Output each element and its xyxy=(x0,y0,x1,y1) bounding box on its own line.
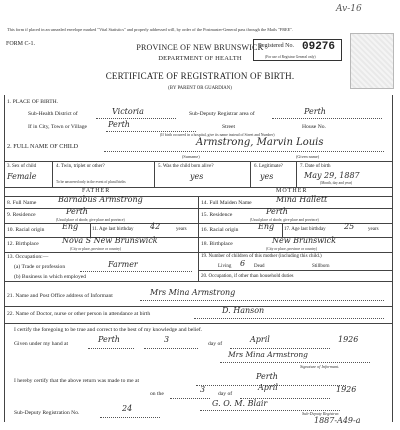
twin-label: 4. Twin, triplet or other? xyxy=(56,164,105,169)
given-month: April xyxy=(250,335,270,344)
dob-value: May 29, 1887 xyxy=(304,171,360,180)
registration-day: 3 xyxy=(200,385,206,394)
registered-sub: (For use of Registrar General only) xyxy=(265,55,316,59)
born-alive-value: yes xyxy=(190,172,204,181)
house-label: House No. xyxy=(302,124,326,130)
father-occupation-label: 13. Occupation:— xyxy=(7,254,49,260)
mother-racial-value: Eng xyxy=(258,222,275,231)
father-residence-value: Perth xyxy=(66,207,88,216)
given-under-label: Given under my hand at xyxy=(14,341,69,347)
mother-stillborn-label: Stillborn xyxy=(312,264,330,269)
mother-children-label: 19. Number of children of this mother (including this child.) xyxy=(201,254,322,259)
dob-note: (Month, day and year) xyxy=(320,181,353,185)
archive-annotation-bottom: 1887-A49-a xyxy=(314,416,361,425)
by-parent-note: (BY PARENT OR GUARDIAN) xyxy=(168,86,232,91)
district-label: Sub-Health District of xyxy=(28,111,78,117)
district-value: Victoria xyxy=(112,107,144,116)
mother-maiden-value: Mina Hallett xyxy=(276,195,328,204)
mother-age-label: 17. Age last birthday xyxy=(284,227,326,232)
registrar-certify-text: I hereby certify that the above return was made to me at xyxy=(14,378,140,384)
registration-year: 1926 xyxy=(336,385,357,394)
sub-deputy-registrar-label: Sub-Deputy Registrar. xyxy=(302,411,340,416)
mother-dead-label: Dead xyxy=(254,264,265,269)
street-label: Street xyxy=(222,124,236,130)
certificate-title: CERTIFICATE OF REGISTRATION OF BIRTH. xyxy=(105,71,295,81)
hospital-note: (If birth occurred in a hospital, give its name instead of Street and Number) xyxy=(160,133,275,137)
given-year: 1926 xyxy=(338,335,359,344)
doctor-label: 22. Name of Doctor, nurse or other person in attendance at birth xyxy=(7,311,151,317)
father-business-label: (b) Business in which employed xyxy=(14,274,87,280)
informant-signature: Mrs Mina Armstrong xyxy=(228,350,308,359)
father-residence-note: (Usual place of abode, give place and province) xyxy=(56,218,125,222)
province-title: PROVINCE OF NEW BRUNSWICK xyxy=(136,43,264,52)
registrar-area-value: Perth xyxy=(304,107,326,116)
given-day: 3 xyxy=(164,335,170,344)
father-name-value: Barnabus Armstrong xyxy=(58,195,143,204)
father-racial-value: Eng xyxy=(62,222,79,231)
sex-label: 3. Sex of child xyxy=(7,164,37,169)
father-birthplace-note: (City or place, province or country) xyxy=(70,247,122,251)
archive-annotation-top: Av-16 xyxy=(336,4,362,14)
town-label: If in City, Town or Village xyxy=(28,124,87,130)
registered-label: Registered No. xyxy=(258,43,294,49)
sub-deputy-registration-value: 24 xyxy=(122,404,133,413)
form-number: FORM C-1. xyxy=(6,41,36,47)
surname-note: (Surname) xyxy=(182,154,200,159)
mother-racial-label: 16. Racial origin xyxy=(201,227,239,233)
father-years-label: years xyxy=(176,227,187,232)
mother-birthplace-label: 18. Birthplace xyxy=(201,241,233,247)
born-alive-label: 5. Was the child born alive? xyxy=(158,164,214,169)
mother-birthplace-value: New Brunswick xyxy=(272,236,336,245)
sex-value: Female xyxy=(7,172,37,181)
father-heading: FATHER xyxy=(82,188,111,194)
legitimate-value: yes xyxy=(260,172,274,181)
mother-living-label: Living xyxy=(218,264,232,269)
mailing-notice: This form if placed in an unsealed envelope marked "Vital Statistics" and properly addressed will, by order of the Postmaster-General pass through the Mails "FREE". xyxy=(7,27,294,32)
registrar-place: Perth xyxy=(256,372,278,381)
registration-day-of-label: day of xyxy=(218,391,233,397)
father-age-label: 11. Age last birthday xyxy=(92,227,134,232)
child-name-label: 2. FULL NAME OF CHILD xyxy=(7,143,79,150)
informant-value: Mrs Mina Armstrong xyxy=(150,288,236,297)
father-racial-label: 10. Racial origin xyxy=(7,227,45,233)
father-trade-value: Farmer xyxy=(108,260,138,269)
doctor-value: D. Hanson xyxy=(222,306,265,315)
father-residence-label: 9. Residence xyxy=(7,212,36,218)
legitimate-label: 6. Legitimate? xyxy=(254,164,283,169)
mother-age-value: 25 xyxy=(344,222,355,231)
given-place: Perth xyxy=(98,335,120,344)
child-name-value: Armstrong, Marvin Louis xyxy=(196,137,324,148)
registered-number: 09276 xyxy=(302,41,336,53)
mother-other-occupation-label: 20. Occupation, if other than household duties xyxy=(201,274,294,279)
mother-maiden-label: 14. Full Maiden Name xyxy=(201,200,252,206)
registration-month: April xyxy=(258,383,278,392)
informant-label: 21. Name and Post Office address of Informant xyxy=(7,293,113,299)
dob-label: 7. Date of birth xyxy=(300,164,331,169)
mother-birthplace-note: (City or place, province or country) xyxy=(266,247,318,251)
given-day-of-label: day of xyxy=(208,341,223,347)
department-title: DEPARTMENT OF HEALTH xyxy=(158,55,242,62)
twin-note: To be answered only in the event of plural births xyxy=(56,180,126,184)
given-name-note: (Given name) xyxy=(296,154,320,159)
father-birthplace-value: Nova S New Brunswick xyxy=(62,236,158,245)
mother-residence-label: 15. Residence xyxy=(201,212,233,218)
father-age-value: 42 xyxy=(150,222,161,231)
mother-residence-note: (Usual place of abode, give place and province) xyxy=(250,218,319,222)
place-of-birth-label: 1. PLACE OF BIRTH. xyxy=(7,99,59,105)
mother-residence-value: Perth xyxy=(266,207,288,216)
mother-years-label: years xyxy=(368,227,379,232)
mother-living-value: 6 xyxy=(240,259,246,268)
father-name-label: 8. Full Name xyxy=(7,200,37,206)
registrar-area-label: Sub-Deputy Registrar area of xyxy=(189,111,255,117)
registrar-signature: G. O. M. Blair xyxy=(212,399,268,408)
mother-heading: MOTHER xyxy=(276,188,308,194)
father-trade-label: (a) Trade or profession xyxy=(14,264,66,270)
informant-signature-label: Signature of Informant. xyxy=(300,364,340,369)
certify-text: I certify the foregoing to be true and correct to the best of my knowledge and belief. xyxy=(14,327,203,333)
town-value: Perth xyxy=(108,120,130,129)
sub-deputy-registration-label: Sub-Deputy Registration No. xyxy=(14,410,80,416)
on-the-label: on the xyxy=(150,391,164,397)
father-birthplace-label: 12. Birthplace xyxy=(7,241,39,247)
